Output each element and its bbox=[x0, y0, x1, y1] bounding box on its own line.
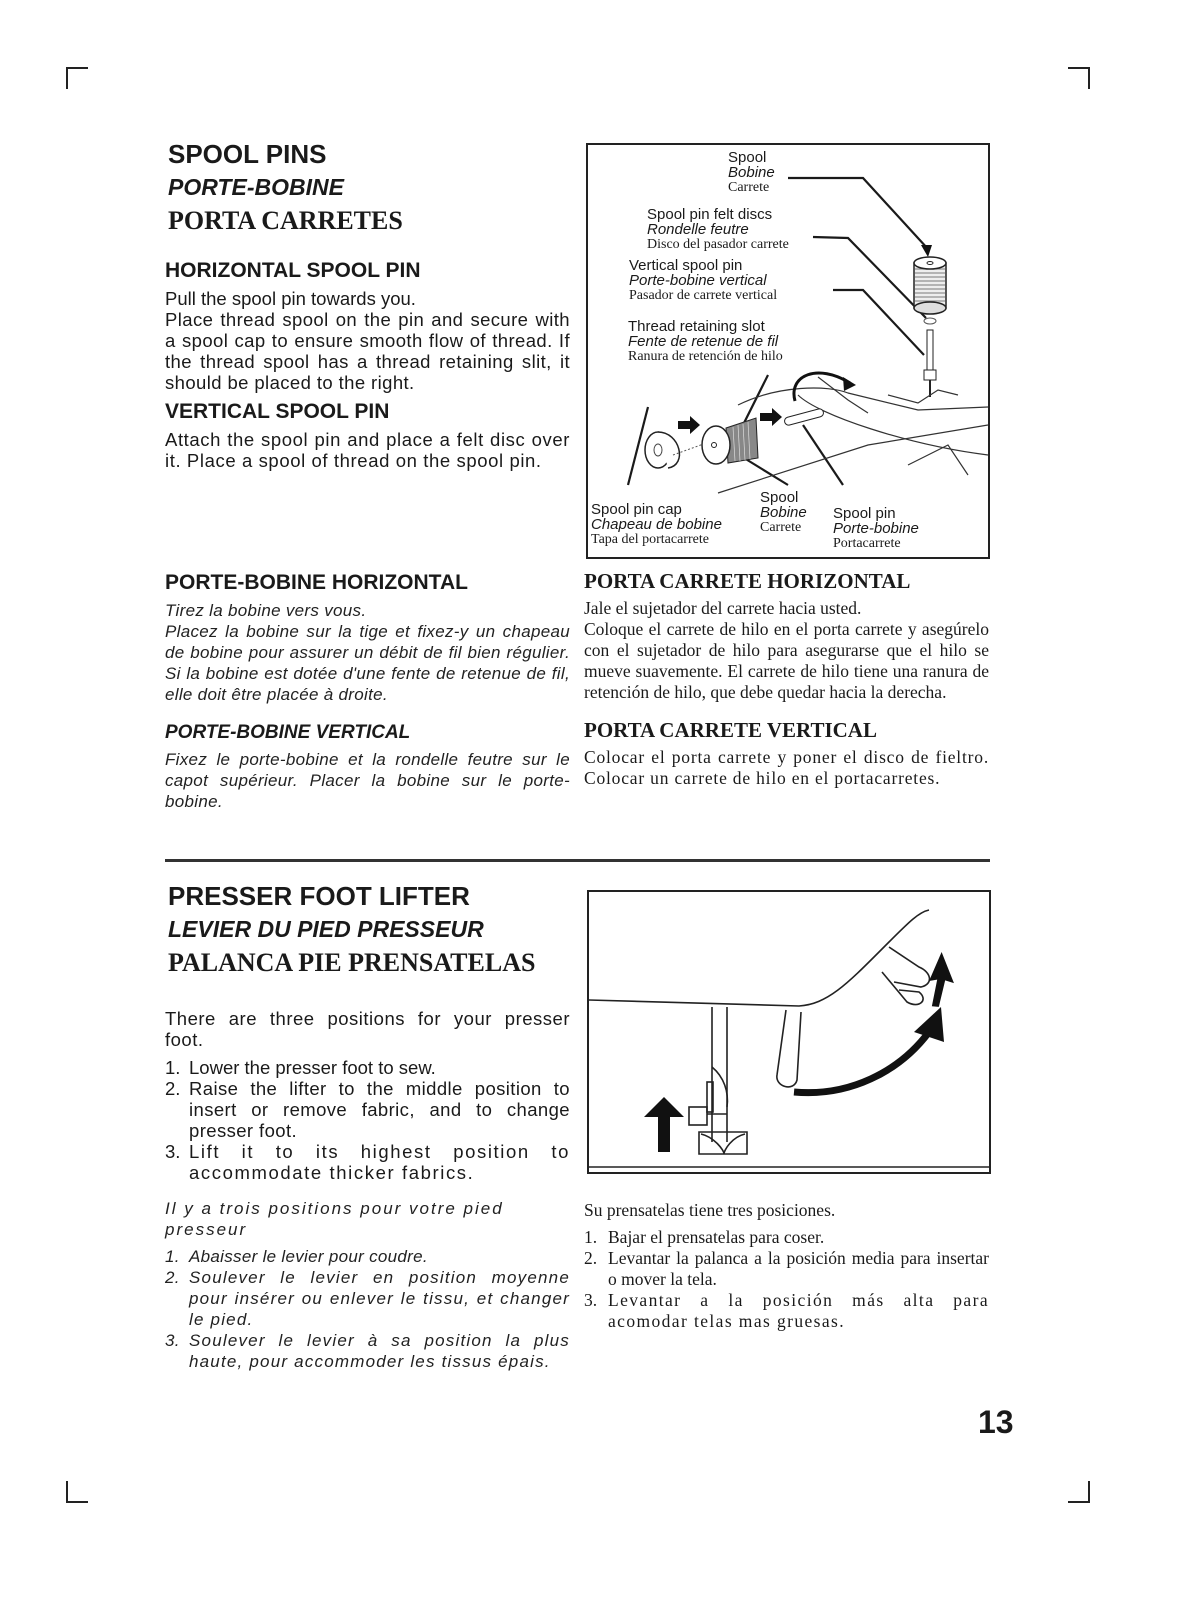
intro: There are three positions for your presser foot. bbox=[165, 1008, 570, 1050]
horizontal-spool-pin-heading: HORIZONTAL SPOOL PIN bbox=[165, 259, 421, 282]
presser-foot-illustration bbox=[589, 892, 989, 1172]
porta-carrete-vertical-body: Colocar el porta carrete y poner el disco de fieltro. Colocar un carrete de hilo en el portacarretes. bbox=[584, 747, 989, 788]
step-item: 1. Abaisser le levier pour coudre. bbox=[165, 1247, 428, 1266]
porte-bobine-vertical-body: Fixez le porte-bobine et la rondelle feutre sur le capot supérieur. Placer la bobine sur le porte-bobine. bbox=[165, 750, 570, 811]
vertical-spool-pin-heading: VERTICAL SPOOL PIN bbox=[165, 400, 390, 423]
presser-foot-titles bbox=[168, 880, 578, 980]
step-item: 2. Levantar la palanca a la posición media para insertar o mover la tela. bbox=[584, 1248, 989, 1289]
porte-bobine-vertical-heading: PORTE-BOBINE VERTICAL bbox=[165, 722, 411, 743]
crop-mark-top-left bbox=[66, 67, 88, 89]
crop-mark-bottom-left bbox=[66, 1481, 88, 1503]
french-instructions bbox=[165, 1198, 570, 1372]
step-item: 2. Raise the lifter to the middle position to insert or remove fabric, and to change presser foot. bbox=[165, 1078, 570, 1141]
vertical-spool-icon bbox=[914, 257, 946, 397]
horizontal-spool-pin-body: Place thread spool on the pin and secure with a spool cap to ensure smooth flow of thread. If the thread spool has a thread retaining slit, it should be placed to the right. bbox=[165, 309, 570, 393]
english-instructions bbox=[165, 1008, 570, 1183]
crop-mark-bottom-right bbox=[1068, 1481, 1090, 1503]
horizontal-spool-icon bbox=[702, 418, 758, 464]
step-item: 3. Lift it to its highest position to accommodate thicker fabrics. bbox=[165, 1141, 570, 1183]
porte-bobine-horizontal-heading: PORTE-BOBINE HORIZONTAL bbox=[165, 571, 468, 594]
label-vertical-spool-pin: Vertical spool pin Porte-bobine vertical Pasador de carrete vertical bbox=[629, 257, 778, 303]
steps-list bbox=[584, 1227, 989, 1332]
label-thread-retaining-slot: Thread retaining slot Fente de retenue de fil Ranura de retención de hilo bbox=[628, 318, 783, 364]
intro: Il y a trois positions pour votre pied presseur bbox=[165, 1199, 504, 1239]
porta-carrete-vertical-heading: PORTA CARRETE VERTICAL bbox=[584, 718, 877, 742]
step-item: 1. Lower the presser foot to sew. bbox=[165, 1057, 436, 1078]
vertical-spool-pin-body: Attach the spool pin and place a felt disc over it. Place a spool of thread on the spool pin. bbox=[165, 429, 570, 471]
english-instructions bbox=[165, 258, 570, 471]
step-item: 2. Soulever le levier en position moyenne pour insérer ou enlever le tissu, et changer le pied. bbox=[165, 1268, 570, 1329]
title-en: PRESSER FOOT LIFTER bbox=[168, 881, 470, 911]
label-spool-bottom: Spool Bobine Carrete bbox=[760, 489, 807, 535]
title-fr: LEVIER DU PIED PRESSEUR bbox=[168, 916, 484, 942]
title-fr: PORTE-BOBINE bbox=[168, 174, 344, 200]
section-divider bbox=[165, 859, 990, 862]
horizontal-spool-pin-line1: Pull the spool pin towards you. bbox=[165, 288, 416, 309]
step-item: 1. Bajar el prensatelas para coser. bbox=[584, 1227, 825, 1247]
porta-carrete-horizontal-body: Coloque el carrete de hilo en el porta carrete y asegúrelo con el sujetador de hilo para asegurarse que el hilo se mueve suavemente. El carrete de hilo tiene una ranura de retención de hilo, que debe quedar hacia la derecha. bbox=[584, 619, 989, 702]
step-item: 3. Levantar a la posición más alta para acomodar telas mas gruesas. bbox=[584, 1290, 989, 1331]
french-instructions bbox=[165, 570, 570, 812]
title-es: PORTA CARRETES bbox=[168, 206, 403, 235]
spool-pin-figure bbox=[586, 143, 990, 559]
spool-cap-icon bbox=[645, 432, 679, 468]
intro: Su prensatelas tiene tres posiciones. bbox=[584, 1200, 836, 1220]
label-spool-pin: Spool pin Porte-bobine Portacarrete bbox=[833, 505, 919, 551]
label-felt-discs: Spool pin felt discs Rondelle feutre Disco del pasador carrete bbox=[647, 206, 789, 252]
steps-list bbox=[165, 1246, 570, 1372]
label-spool-top: Spool Bobine Carrete bbox=[728, 149, 775, 195]
steps-list bbox=[165, 1057, 570, 1183]
label-spool-pin-cap: Spool pin cap Chapeau de bobine Tapa del portacarrete bbox=[591, 501, 722, 547]
page-number: 13 bbox=[978, 1404, 1014, 1440]
porte-bobine-horizontal-body: Placez la bobine sur la tige et fixez-y un chapeau de bobine pour assurer un débit de fil bien régulier. Si la bobine est dotée d'une fente de retenue de fil, elle doit être placée à droite. bbox=[165, 622, 570, 704]
porte-bobine-horizontal-line1: Tirez la bobine vers vous. bbox=[165, 601, 367, 620]
crop-mark-top-right bbox=[1068, 67, 1090, 89]
spanish-instructions bbox=[584, 568, 989, 789]
spanish-instructions bbox=[584, 1200, 989, 1332]
step-item: 3. Soulever le levier à sa position la plus haute, pour accommoder les tissus épais. bbox=[165, 1331, 570, 1371]
title-es: PALANCA PIE PRENSATELAS bbox=[168, 948, 536, 977]
porta-carrete-horizontal-heading: PORTA CARRETE HORIZONTAL bbox=[584, 569, 911, 593]
porta-carrete-horizontal-line1: Jale el sujetador del carrete hacia usted. bbox=[584, 598, 862, 618]
presser-foot-figure bbox=[587, 890, 991, 1174]
title-en: SPOOL PINS bbox=[168, 139, 327, 169]
spool-pins-titles bbox=[168, 138, 568, 238]
